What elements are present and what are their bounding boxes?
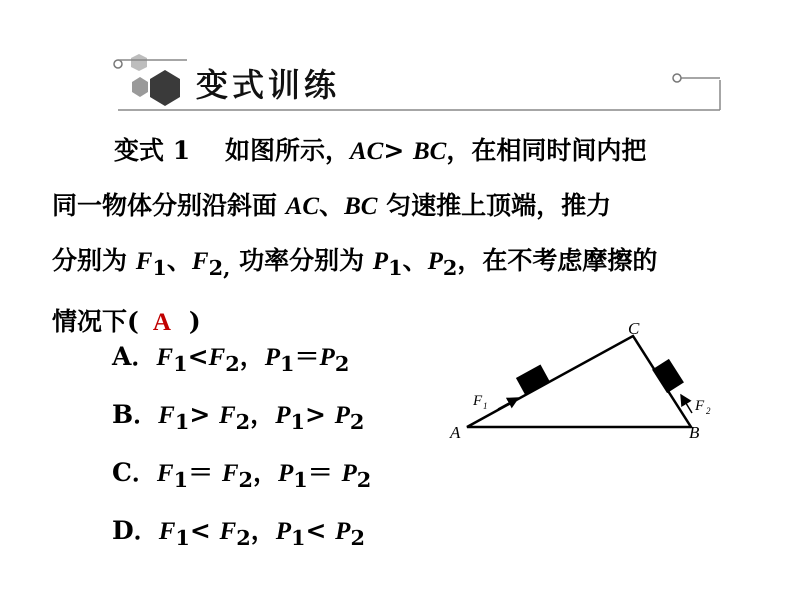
triangle-abc	[467, 336, 691, 427]
option-c[interactable]: C．$F_1= F_2$，$P_1= P_2$	[112, 458, 372, 492]
question-line-4: 情况下( A )	[52, 307, 201, 336]
option-a[interactable]: A．$F_1<F_2$，$P_1=P_2$	[112, 342, 350, 376]
option-d[interactable]: D．$F_1< F_2$，$P_1< P_2$	[112, 516, 365, 550]
question-prefix: 变式 1	[114, 136, 191, 165]
question-line-3: 分别为 $F_1$、$F_{2,}$ 功率分别为 $P_1$、$P_2$，在不考虑摩擦的	[52, 246, 658, 280]
header-decoration	[0, 0, 800, 130]
hexagon-icon	[150, 70, 180, 106]
hexagon-icon	[132, 77, 148, 97]
label-f1-sub: 1	[483, 401, 488, 411]
label-b: B	[689, 423, 700, 442]
label-f2: F	[695, 398, 705, 414]
label-a: A	[450, 423, 461, 442]
label-c: C	[628, 319, 640, 338]
option-b[interactable]: B．$F_1> F_2$，$P_1> P_2$	[112, 400, 365, 434]
small-circle-icon	[673, 74, 681, 82]
small-circle-icon	[114, 60, 122, 68]
block-on-bc	[652, 359, 684, 393]
label-f1: F	[473, 393, 483, 409]
question-line-1: 变式 1 如图所示，AC> BC，在相同时间内把	[114, 136, 647, 165]
section-title: 变式训练	[196, 66, 341, 104]
incline-diagram	[440, 310, 730, 450]
label-f2-sub: 2	[706, 406, 711, 416]
answer-text: A	[152, 309, 171, 336]
question-line-2: 同一物体分别沿斜面 AC、BC 匀速推上顶端，推力	[52, 191, 612, 220]
options-list	[112, 338, 371, 570]
hexagon-icon	[131, 54, 147, 71]
force-f2-arrow	[681, 395, 692, 413]
block-on-ac	[516, 365, 550, 396]
force-f1-arrow	[498, 398, 518, 409]
